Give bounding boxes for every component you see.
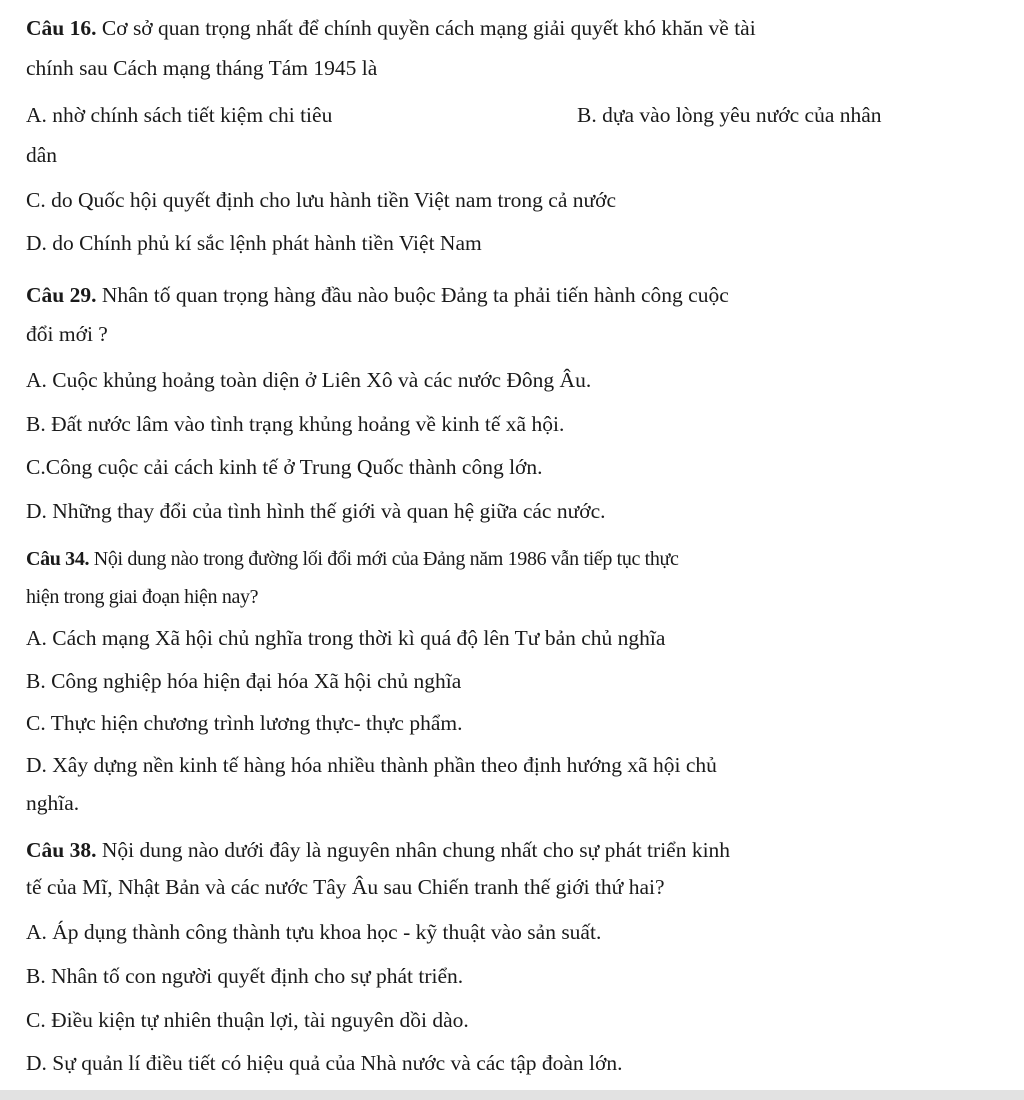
option-b: B. Đất nước lâm vào tình trạng khủng hoảng về kinh tế xã hội. — [26, 412, 565, 436]
option-c: C. Điều kiện tự nhiên thuận lợi, tài nguyên dồi dào. — [26, 1008, 469, 1032]
option-a: A. Cách mạng Xã hội chủ nghĩa trong thời kì quá độ lên Tư bản chủ nghĩa — [26, 626, 666, 650]
question-stem-continuation: hiện trong giai đoạn hiện nay? — [26, 586, 259, 608]
question-stem-text: Nội dung nào trong đường lối đổi mới của Đảng năm 1986 vẫn tiếp tục thực — [89, 548, 679, 570]
question-stem-text: Nội dung nào dưới đây là nguyên nhân chung nhất cho sự phát triển kinh — [96, 838, 731, 862]
question-34-stem — [26, 545, 679, 574]
question-29-stem — [26, 281, 729, 310]
question-stem-text: Nhân tố quan trọng hàng đầu nào buộc Đảng ta phải tiến hành công cuộc — [96, 283, 729, 307]
question-16-stem — [26, 14, 756, 43]
question-stem-continuation: đổi mới ? — [26, 322, 108, 346]
option-c: C. do Quốc hội quyết định cho lưu hành tiền Việt nam trong cả nước — [26, 188, 617, 212]
question-number: Câu 29. — [26, 283, 97, 307]
option-d: D. Xây dựng nền kinh tế hàng hóa nhiều thành phần theo định hướng xã hội chủ — [26, 753, 717, 777]
question-number: Câu 38. — [26, 838, 97, 862]
option-d: D. Sự quản lí điều tiết có hiệu quả của Nhà nước và các tập đoàn lớn. — [26, 1051, 623, 1075]
option-b: B. dựa vào lòng yêu nước của nhân — [577, 103, 882, 127]
question-stem-continuation: tế của Mĩ, Nhật Bản và các nước Tây Âu sau Chiến tranh thế giới thứ hai? — [26, 875, 665, 899]
option-b: B. Nhân tố con người quyết định cho sự phát triển. — [26, 964, 464, 988]
option-d: D. Những thay đổi của tình hình thế giới và quan hệ giữa các nước. — [26, 499, 606, 523]
option-d-continuation: nghĩa. — [26, 791, 80, 815]
question-stem-text: Cơ sở quan trọng nhất để chính quyền cách mạng giải quyết khó khăn về tài — [96, 16, 756, 40]
option-c: C. Thực hiện chương trình lương thực- thực phẩm. — [26, 711, 463, 735]
option-d: D. do Chính phủ kí sắc lệnh phát hành tiền Việt Nam — [26, 231, 482, 255]
option-a: A. Cuộc khủng hoảng toàn diện ở Liên Xô và các nước Đông Âu. — [26, 368, 592, 392]
option-a: A. Áp dụng thành công thành tựu khoa học - kỹ thuật vào sản suất. — [26, 920, 602, 944]
question-38-stem — [26, 836, 730, 865]
option-b-continuation: dân — [26, 143, 58, 167]
question-number: Câu 16. — [26, 16, 97, 40]
option-c: C.Công cuộc cải cách kinh tế ở Trung Quốc thành công lớn. — [26, 455, 543, 479]
option-a: A. nhờ chính sách tiết kiệm chi tiêu — [26, 103, 333, 127]
question-stem-continuation: chính sau Cách mạng tháng Tám 1945 là — [26, 56, 378, 80]
option-b: B. Công nghiệp hóa hiện đại hóa Xã hội chủ nghĩa — [26, 669, 462, 693]
page-bottom-edge — [0, 1090, 1024, 1100]
question-number: Câu 34. — [26, 548, 90, 570]
